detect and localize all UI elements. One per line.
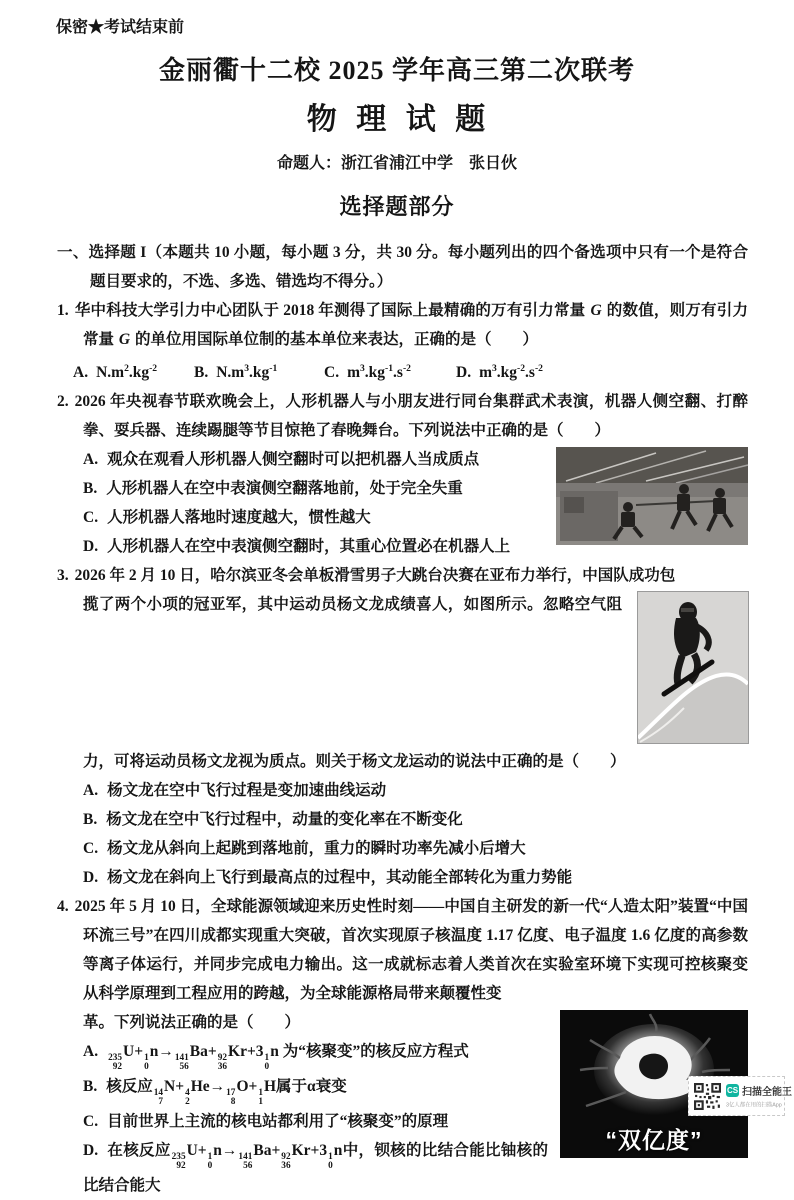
question-1-option-a [73,354,194,387]
question-1-option-d [456,354,543,387]
part1-text: 选择题 I（本题共 10 小题，每小题 3 分，共 30 分。每小题列出的四个备选项中只有一个是符合题目要求的，不选、多选、错选均不得分。） [88,244,748,290]
option-label: A. [73,364,89,382]
question-3-stem [57,561,748,590]
exam-title: 金丽衢十二校 2025 学年高三第二次联考 [158,56,635,85]
question-2 [57,387,748,561]
option-label: D. [456,364,472,382]
question-3-option-b [83,805,748,834]
option-label: A. [83,1043,99,1061]
question-3-body [83,590,748,892]
part1-prefix: 一、 [57,244,89,261]
question-1-stem [57,296,748,354]
section-title: 选择题部分 [339,194,455,219]
option-label: B. [83,1077,98,1095]
option-label: C. [83,509,99,527]
option-text: 观众在观看人形机器人侧空翻时可以把机器人当成质点 [107,451,480,469]
author-line: 命题人：浙江省浦江中学 张日伙 [276,155,517,172]
option-text: 目前世界上主流的核电站都利用了“核聚变”的原理 [107,1112,449,1130]
camscanner-logo-icon: CS [726,1086,739,1095]
option-label: B. [194,364,209,382]
question-3-number: 3. [57,567,69,585]
option-label: D. [83,538,99,556]
option-label: C. [324,364,340,382]
question-4-text-intro: 2025 年 5 月 10 日，全球能源领域迎来历史性时刻——中国自主研发的新一代“人造太阳”装置“中国环流三号”在四川成都实现重大突破，首次实现原子核温度 1.17 亿度、电子温度 1.6 亿度的高参数等离子体运行，并同步完成电力输出。这一成就标志着人类首次在实验室环境下实现可控核聚变从科学原理到工程应用的跨越，为全球能源格局带来颠覆性变 [74,898,748,1003]
option-label: B. [83,480,98,498]
option-label: B. [83,811,98,829]
question-1-number: 1. [57,302,69,319]
question-4-stem [57,892,748,1008]
question-1-option-c [324,354,456,387]
question-2-text: 2026 年央视春节联欢晚会上，人形机器人与小朋友进行同台集群武术表演，机器人侧空翻、打醉拳、耍兵器、连续踢腿等节目惊艳了春晚舞台。下列说法中正确的是（ ） [74,393,748,440]
question-1 [57,296,748,387]
option-text: 235 92 U+ 1 0 n→ 141 56 Ba+ 92 36 Kr+3 1 0 n 为“核聚变”的核反应方程式 [108,1043,469,1073]
question-3-text-line1: 2026 年 2 月 10 日，哈尔滨亚冬会单板滑雪男子大跳台决赛在亚布力举行，中国队成功包 [74,567,676,585]
option-text: $m^3.kg^{-1}.s^{-2}$ [347,363,411,382]
option-label: D. [83,869,99,887]
option-text: 杨文龙从斜向上起跳到落地前，重力的瞬时功率先减小后增大 [107,840,526,858]
option-label: A. [83,782,99,800]
exam-content [57,238,748,1200]
option-text: $N.m^2.kg^{-2}$ [96,363,158,382]
option-text: 在核反应 235 92 U+ 1 0 n→ 141 56 Ba+ 92 36 Kr+3 1 0 n中，钡核的比结合能比铀核的比结合能大 [83,1141,548,1194]
question-2-number: 2. [57,393,69,411]
robots-performance-photo [556,447,748,545]
question-4-body [83,1008,748,1199]
option-label: D. [83,1141,99,1159]
question-3-option-a [83,776,748,805]
option-text: 核反应 14 7 N+ 4 2 He→ 17 8 O+ 1 1 H属于α衰变 [106,1077,347,1107]
option-text: 杨文龙在空中飞行过程是变加速曲线运动 [107,782,387,800]
question-3-option-d [83,863,748,892]
robots-photo-graphic [556,447,748,545]
question-3-option-c [83,834,748,863]
question-4-text-last: 革。下列说法正确的是（ ） [83,1014,301,1032]
part1-heading [57,238,748,296]
qr-code-graphic [694,1083,721,1110]
option-text: 人形机器人落地时速度越大，惯性越大 [107,509,371,527]
question-1-options [73,354,748,387]
option-text: $N.m^3.kg^{-1}$ [216,363,278,382]
snowboarder-graphic [638,592,748,743]
secrecy-notice: 保密★考试结束前 [56,19,185,36]
option-label: C. [83,840,99,858]
option-text: 杨文龙在空中飞行过程中，动量的变化率在不断变化 [106,811,463,829]
option-text: 杨文龙在斜向上飞行到最高点的过程中，其动能全部转化为重力势能 [107,869,573,887]
question-1-text: 华中科技大学引力中心团队于 2018 年测得了国际上最精确的万有引力常量 G 的数值，则万有引力常量 G 的单位用国际单位制的基本单位来表达，正确的是（ ） [74,302,748,348]
watermark-app-name: 扫描全能王 [742,1087,792,1098]
subject-title: 物 理 试 题 [306,103,488,136]
option-label: C. [83,1112,99,1130]
question-2-body [83,445,748,561]
snowboarder-photo [638,592,748,743]
option-text: 人形机器人在空中表演侧空翻时，其重心位置必在机器人上 [107,538,511,556]
watermark-tagline: 3亿人都在用的扫描App [726,1103,782,1109]
option-text: 人形机器人在空中表演侧空翻落地前，处于完全失重 [106,480,463,498]
question-2-stem [57,387,748,445]
plasma-photo-caption: “双亿度” [605,1127,703,1154]
question-1-option-b [194,354,324,387]
option-text: $m^3.kg^{-2}.s^{-2}$ [479,363,543,382]
question-3-text-rest: 揽了两个小项的冠亚军，其中运动员杨文龙成绩喜人，如图所示。忽略空气阻力，可将运动员杨文龙视为质点。则关于杨文龙运动的说法中正确的是（ ） [83,596,626,771]
option-label: A. [83,451,99,469]
question-3 [57,561,748,892]
qr-code-icon [694,1083,721,1110]
question-4 [57,892,748,1199]
camscanner-watermark [688,1076,792,1116]
question-4-number: 4. [57,898,69,916]
watermark-text-block [726,1083,792,1109]
